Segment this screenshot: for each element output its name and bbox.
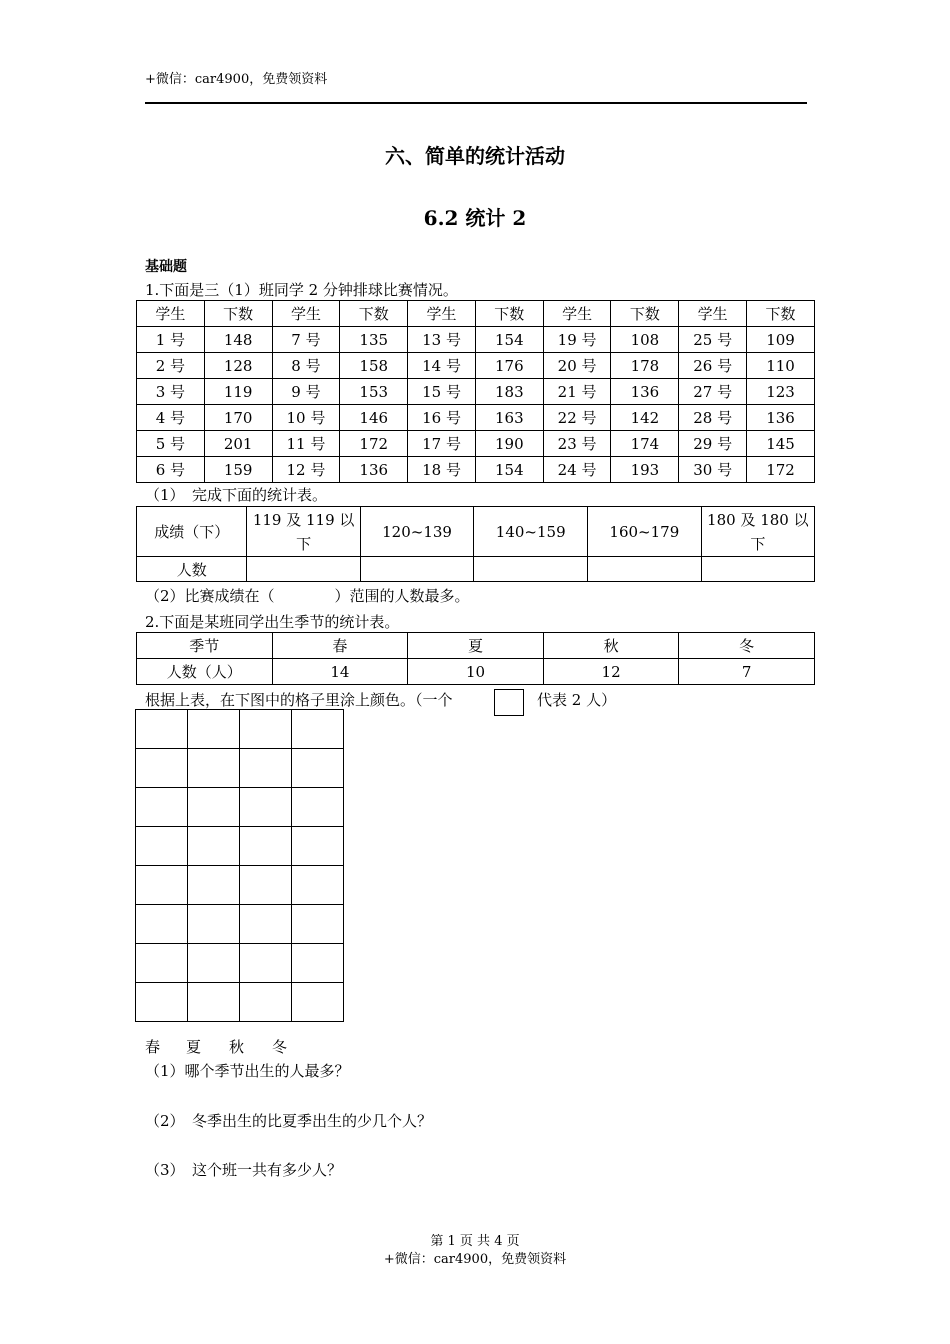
grid-cell[interactable] bbox=[187, 943, 240, 983]
header-cell: 120~139 bbox=[360, 507, 474, 557]
q1-score-table bbox=[136, 300, 815, 483]
table-cell: 9 号 bbox=[272, 379, 340, 405]
grid-cell[interactable] bbox=[291, 709, 344, 749]
grid-cell[interactable] bbox=[135, 904, 188, 944]
grid-cell[interactable] bbox=[187, 982, 240, 1022]
table-cell: 19 号 bbox=[543, 327, 611, 353]
grid-cell[interactable] bbox=[291, 865, 344, 905]
table-cell: 15 号 bbox=[408, 379, 476, 405]
table-row bbox=[137, 405, 815, 431]
header-cell: 下数 bbox=[475, 301, 543, 327]
header-cell: 学生 bbox=[408, 301, 476, 327]
grid-cell[interactable] bbox=[239, 982, 292, 1022]
q1-stat-table bbox=[136, 506, 815, 582]
table-cell: 178 bbox=[611, 353, 679, 379]
table-cell: 27 号 bbox=[679, 379, 747, 405]
grid-cell[interactable] bbox=[239, 748, 292, 788]
grid-cell[interactable] bbox=[291, 748, 344, 788]
table-cell: 170 bbox=[204, 405, 272, 431]
table-cell: 190 bbox=[475, 431, 543, 457]
table-cell: 135 bbox=[340, 327, 408, 353]
grid-cell[interactable] bbox=[239, 904, 292, 944]
header-cell: 学生 bbox=[272, 301, 340, 327]
table-cell: 26 号 bbox=[679, 353, 747, 379]
table-cell: 20 号 bbox=[543, 353, 611, 379]
grid-cell[interactable] bbox=[291, 826, 344, 866]
header-cell: 160~179 bbox=[588, 507, 702, 557]
header-cell: 下数 bbox=[204, 301, 272, 327]
header-cell: 下数 bbox=[340, 301, 408, 327]
chapter-title: 六、简单的统计活动 bbox=[385, 144, 565, 168]
table-cell: 136 bbox=[340, 457, 408, 483]
grid-cell[interactable] bbox=[291, 904, 344, 944]
table-cell: 154 bbox=[475, 457, 543, 483]
table-cell: 172 bbox=[747, 457, 815, 483]
table-cell: 10 bbox=[408, 659, 544, 685]
table-cell: 13 号 bbox=[408, 327, 476, 353]
table-cell: 28 号 bbox=[679, 405, 747, 431]
table-cell: 11 号 bbox=[272, 431, 340, 457]
q1-sub2: （2）比赛成绩在（ ）范围的人数最多。 bbox=[145, 587, 470, 605]
grid-cell[interactable] bbox=[135, 709, 188, 749]
grid-cell[interactable] bbox=[239, 865, 292, 905]
q2-question-3: （3） 这个班一共有多少人？ bbox=[145, 1161, 343, 1179]
table-cell: 2 号 bbox=[137, 353, 205, 379]
grid-label-autumn: 秋 bbox=[229, 1038, 245, 1056]
table-header-row bbox=[137, 301, 815, 327]
table-cell: 146 bbox=[340, 405, 408, 431]
table-row bbox=[137, 327, 815, 353]
table-cell: 30 号 bbox=[679, 457, 747, 483]
table-header-row bbox=[137, 507, 815, 557]
header-cell: 119 及 119 以下 bbox=[247, 507, 360, 557]
grid-cell[interactable] bbox=[135, 787, 188, 827]
table-cell: 22 号 bbox=[543, 405, 611, 431]
table-cell: 17 号 bbox=[408, 431, 476, 457]
grid-cell[interactable] bbox=[239, 826, 292, 866]
table-cell: 24 号 bbox=[543, 457, 611, 483]
header-cell: 学生 bbox=[137, 301, 205, 327]
grid-cell[interactable] bbox=[135, 748, 188, 788]
header-cell: 夏 bbox=[408, 633, 544, 659]
answer-cell[interactable] bbox=[474, 557, 588, 582]
table-cell: 12 bbox=[543, 659, 679, 685]
table-cell: 25 号 bbox=[679, 327, 747, 353]
header-cell: 冬 bbox=[679, 633, 815, 659]
legend-square bbox=[494, 689, 524, 716]
table-cell: 163 bbox=[475, 405, 543, 431]
table-cell: 14 bbox=[272, 659, 408, 685]
page-number: 第 1 页 共 4 页 bbox=[430, 1234, 520, 1249]
answer-cell[interactable] bbox=[701, 557, 814, 582]
grid-cell[interactable] bbox=[187, 865, 240, 905]
q2-question-1: （1）哪个季节出生的人最多？ bbox=[145, 1062, 350, 1080]
table-cell: 18 号 bbox=[408, 457, 476, 483]
table-cell: 7 号 bbox=[272, 327, 340, 353]
grid-cell[interactable] bbox=[187, 826, 240, 866]
grid-cell[interactable] bbox=[291, 943, 344, 983]
table-cell: 6 号 bbox=[137, 457, 205, 483]
table-cell: 16 号 bbox=[408, 405, 476, 431]
header-cell: 学生 bbox=[543, 301, 611, 327]
table-cell: 159 bbox=[204, 457, 272, 483]
header-cell: 秋 bbox=[543, 633, 679, 659]
grid-cell[interactable] bbox=[135, 865, 188, 905]
table-cell: 153 bbox=[340, 379, 408, 405]
grid-label-winter: 冬 bbox=[272, 1038, 288, 1056]
table-cell: 12 号 bbox=[272, 457, 340, 483]
header-cell: 140~159 bbox=[474, 507, 588, 557]
q2-prompt: 2.下面是某班同学出生季节的统计表。 bbox=[145, 613, 400, 631]
table-header-row bbox=[137, 633, 815, 659]
answer-cell[interactable] bbox=[588, 557, 702, 582]
grid-cell[interactable] bbox=[187, 787, 240, 827]
table-cell: 174 bbox=[611, 431, 679, 457]
grid-cell[interactable] bbox=[239, 943, 292, 983]
table-cell: 5 号 bbox=[137, 431, 205, 457]
table-row bbox=[137, 379, 815, 405]
table-cell: 29 号 bbox=[679, 431, 747, 457]
table-cell: 201 bbox=[204, 431, 272, 457]
table-row bbox=[137, 353, 815, 379]
table-cell: 142 bbox=[611, 405, 679, 431]
grid-cell[interactable] bbox=[135, 826, 188, 866]
table-cell: 1 号 bbox=[137, 327, 205, 353]
table-cell: 172 bbox=[340, 431, 408, 457]
answer-cell[interactable] bbox=[360, 557, 474, 582]
stat-row-label: 人数 bbox=[137, 557, 247, 582]
header-note: +微信：car4900，免费领资料 bbox=[145, 72, 328, 87]
table-row bbox=[137, 557, 815, 582]
table-cell: 3 号 bbox=[137, 379, 205, 405]
table-cell: 23 号 bbox=[543, 431, 611, 457]
table-cell: 119 bbox=[204, 379, 272, 405]
answer-cell[interactable] bbox=[247, 557, 360, 582]
grid-cell[interactable] bbox=[239, 787, 292, 827]
table-cell: 193 bbox=[611, 457, 679, 483]
grid-cell[interactable] bbox=[135, 943, 188, 983]
table-cell: 4 号 bbox=[137, 405, 205, 431]
q2-season-table bbox=[136, 632, 815, 685]
table-cell: 128 bbox=[204, 353, 272, 379]
grid-cell[interactable] bbox=[187, 748, 240, 788]
table-cell: 145 bbox=[747, 431, 815, 457]
table-cell: 136 bbox=[611, 379, 679, 405]
table-cell: 8 号 bbox=[272, 353, 340, 379]
grid-cell[interactable] bbox=[291, 787, 344, 827]
table-cell: 136 bbox=[747, 405, 815, 431]
grid-cell[interactable] bbox=[135, 982, 188, 1022]
header-cell: 下数 bbox=[611, 301, 679, 327]
table-cell: 108 bbox=[611, 327, 679, 353]
footer-note: +微信：car4900，免费领资料 bbox=[383, 1252, 567, 1267]
grid-label-spring: 春 bbox=[145, 1038, 161, 1056]
q1-prompt: 1.下面是三（1）班同学 2 分钟排球比赛情况。 bbox=[145, 281, 458, 299]
table-cell: 人数（人） bbox=[137, 659, 273, 685]
grid-cell[interactable] bbox=[187, 709, 240, 749]
table-cell: 110 bbox=[747, 353, 815, 379]
header-cell: 季节 bbox=[137, 633, 273, 659]
table-cell: 154 bbox=[475, 327, 543, 353]
table-cell: 21 号 bbox=[543, 379, 611, 405]
grid-cell[interactable] bbox=[187, 904, 240, 944]
header-cell: 下数 bbox=[747, 301, 815, 327]
table-row bbox=[137, 457, 815, 483]
header-cell: 春 bbox=[272, 633, 408, 659]
header-cell: 成绩（下） bbox=[137, 507, 247, 557]
header-cell: 学生 bbox=[679, 301, 747, 327]
table-cell: 183 bbox=[475, 379, 543, 405]
table-cell: 7 bbox=[679, 659, 815, 685]
table-cell: 176 bbox=[475, 353, 543, 379]
grid-cell[interactable] bbox=[291, 982, 344, 1022]
q1-sub1: （1） 完成下面的统计表。 bbox=[145, 486, 328, 504]
header-divider bbox=[145, 102, 807, 104]
table-row bbox=[137, 431, 815, 457]
grid-label-summer: 夏 bbox=[186, 1038, 202, 1056]
table-cell: 10 号 bbox=[272, 405, 340, 431]
grid-cell[interactable] bbox=[239, 709, 292, 749]
q2-instruction-b: 代表 2 人） bbox=[537, 691, 617, 709]
table-cell: 123 bbox=[747, 379, 815, 405]
section-label: 基础题 bbox=[145, 259, 187, 275]
lesson-title: 6.2 统计 2 bbox=[423, 206, 527, 230]
header-cell: 180 及 180 以下 bbox=[701, 507, 814, 557]
table-cell: 158 bbox=[340, 353, 408, 379]
table-cell: 148 bbox=[204, 327, 272, 353]
table-cell: 14 号 bbox=[408, 353, 476, 379]
q2-instruction-a: 根据上表，在下图中的格子里涂上颜色。（一个 bbox=[145, 691, 453, 709]
table-cell: 109 bbox=[747, 327, 815, 353]
table-row bbox=[137, 659, 815, 685]
q2-question-2: （2） 冬季出生的比夏季出生的少几个人？ bbox=[145, 1112, 433, 1130]
